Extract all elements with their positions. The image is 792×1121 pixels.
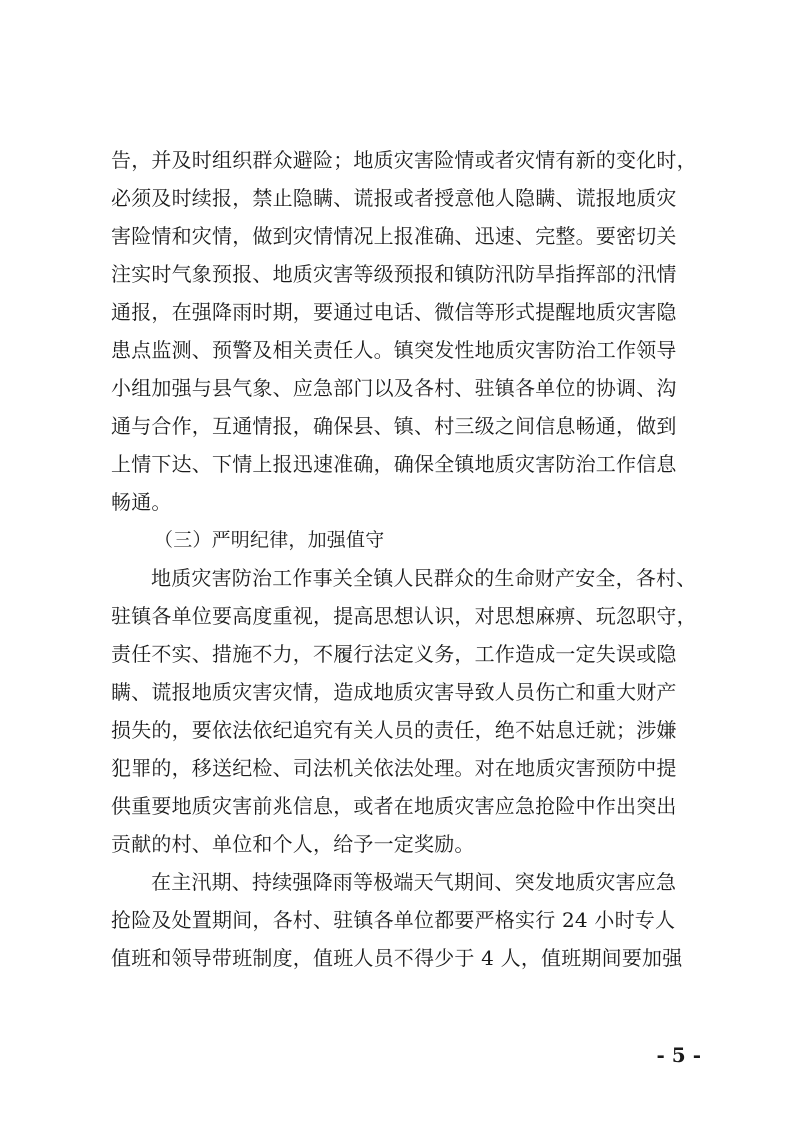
body-line: 值班和领导带班制度，值班人员不得少于 4 人，值班期间要加强 bbox=[111, 946, 683, 970]
body-line: 上情下达、下情上报迅速准确，确保全镇地质灾害防治工作信息 bbox=[111, 452, 677, 476]
body-line: 瞒、谎报地质灾害灾情，造成地质灾害导致人员伤亡和重大财产 bbox=[111, 680, 677, 704]
body-line: 地质灾害防治工作事关全镇人民群众的生命财产安全，各村、 bbox=[151, 566, 697, 590]
body-line: 损失的，要依法依纪追究有关人员的责任，绝不姑息迁就；涉嫌 bbox=[111, 718, 677, 742]
section-heading: （三）严明纪律，加强值守 bbox=[154, 529, 385, 551]
body-line: 注实时气象预报、地质灾害等级预报和镇防汛防旱指挥部的汛情 bbox=[111, 262, 677, 286]
body-line: 畅通。 bbox=[111, 490, 172, 514]
body-line: 犯罪的，移送纪检、司法机关依法处理。对在地质灾害预防中提 bbox=[111, 756, 677, 780]
body-line: 告，并及时组织群众避险；地质灾害险情或者灾情有新的变化时， bbox=[111, 148, 697, 172]
body-line: 患点监测、预警及相关责任人。镇突发性地质灾害防治工作领导 bbox=[111, 338, 677, 362]
body-line: 在主汛期、持续强降雨等极端天气期间、突发地质灾害应急 bbox=[151, 870, 677, 894]
body-line: 驻镇各单位要高度重视，提高思想认识，对思想麻痹、玩忽职守， bbox=[111, 604, 697, 628]
body-line: 贡献的村、单位和个人，给予一定奖励。 bbox=[111, 832, 475, 856]
body-line: 通与合作，互通情报，确保县、镇、村三级之间信息畅通，做到 bbox=[111, 414, 677, 438]
body-line: 供重要地质灾害前兆信息，或者在地质灾害应急抢险中作出突出 bbox=[111, 794, 677, 818]
body-line: 通报，在强降雨时期，要通过电话、微信等形式提醒地质灾害隐 bbox=[111, 300, 677, 324]
body-line: 抢险及处置期间，各村、驻镇各单位都要严格实行 24 小时专人 bbox=[111, 908, 676, 932]
body-line: 小组加强与县气象、应急部门以及各村、驻镇各单位的协调、沟 bbox=[111, 376, 677, 400]
body-line: 责任不实、措施不力，不履行法定义务，工作造成一定失误或隐 bbox=[111, 642, 677, 666]
body-line: 必须及时续报，禁止隐瞒、谎报或者授意他人隐瞒、谎报地质灾 bbox=[111, 186, 677, 210]
body-line: 害险情和灾情，做到灾情情况上报准确、迅速、完整。要密切关 bbox=[111, 224, 677, 248]
page-number: - 5 - bbox=[656, 1043, 701, 1067]
